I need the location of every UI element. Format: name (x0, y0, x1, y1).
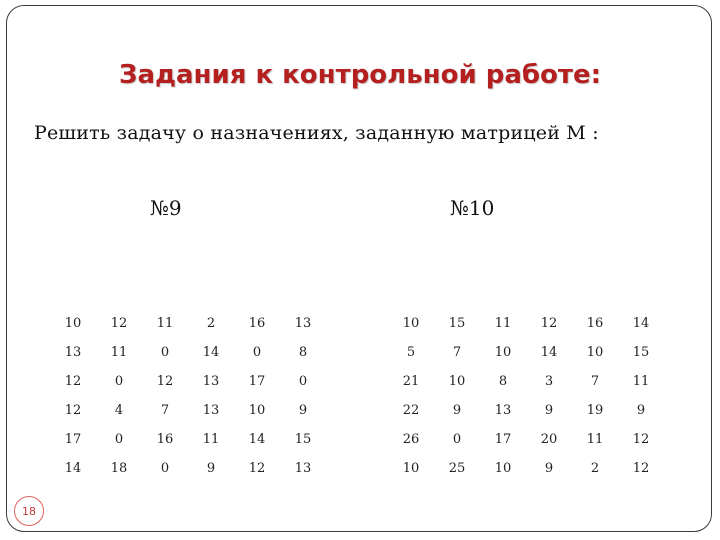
matrix-cell: 12 (156, 374, 174, 389)
matrix-cell: 0 (114, 374, 124, 389)
matrix-cell: 2 (206, 316, 216, 331)
matrix-cell: 10 (402, 461, 420, 476)
matrix-cell: 17 (494, 432, 512, 447)
matrix-cell: 14 (64, 461, 82, 476)
matrix-cell: 7 (160, 403, 170, 418)
matrix-row (388, 367, 664, 396)
matrix-row (388, 425, 664, 454)
matrix-cell: 25 (448, 461, 466, 476)
matrix-row (50, 309, 326, 338)
matrix-cell: 17 (248, 374, 266, 389)
matrix-cell: 16 (248, 316, 266, 331)
matrix-cell: 14 (632, 316, 650, 331)
matrix-cell: 13 (494, 403, 512, 418)
matrix-cell: 10 (494, 345, 512, 360)
matrix-cell: 0 (298, 374, 308, 389)
matrix-cell: 12 (64, 374, 82, 389)
matrix-cell: 3 (544, 374, 554, 389)
task-10-heading: №10 (450, 196, 495, 220)
matrix-cell: 2 (590, 461, 600, 476)
matrix-cell: 9 (544, 461, 554, 476)
matrix-cell: 7 (452, 345, 462, 360)
matrix-cell: 13 (294, 316, 312, 331)
matrix-cell: 22 (402, 403, 420, 418)
matrix-row (388, 454, 664, 483)
matrix-cell: 11 (586, 432, 604, 447)
matrix-cell: 19 (586, 403, 604, 418)
task-description: Решить задачу о назначениях, заданную матрицей M : (34, 122, 599, 144)
matrix-cell: 5 (406, 345, 416, 360)
matrix-row (50, 425, 326, 454)
matrix-cell: 13 (202, 374, 220, 389)
matrix-cell: 0 (452, 432, 462, 447)
matrix-cell: 0 (114, 432, 124, 447)
matrix-cell: 9 (452, 403, 462, 418)
matrix-cell: 10 (586, 345, 604, 360)
matrix-cell: 9 (206, 461, 216, 476)
matrix-task-10 (388, 309, 664, 483)
matrix-cell: 16 (156, 432, 174, 447)
matrix-cell: 21 (402, 374, 420, 389)
matrix-cell: 11 (110, 345, 128, 360)
matrix-cell: 9 (544, 403, 554, 418)
matrix-cell: 0 (252, 345, 262, 360)
matrix-cell: 10 (494, 461, 512, 476)
matrix-cell: 11 (202, 432, 220, 447)
matrix-cell: 4 (114, 403, 124, 418)
matrix-cell: 11 (632, 374, 650, 389)
page-number: 18 (22, 504, 36, 518)
page-number-badge (14, 496, 44, 526)
matrix-row (388, 396, 664, 425)
matrix-cell: 8 (298, 345, 308, 360)
matrix-cell: 14 (540, 345, 558, 360)
matrix-cell: 15 (448, 316, 466, 331)
matrix-cell: 12 (540, 316, 558, 331)
matrix-cell: 15 (632, 345, 650, 360)
matrix-cell: 14 (248, 432, 266, 447)
matrix-cell: 8 (498, 374, 508, 389)
matrix-cell: 13 (294, 461, 312, 476)
matrix-cell: 20 (540, 432, 558, 447)
matrix-cell: 0 (160, 345, 170, 360)
matrix-cell: 10 (248, 403, 266, 418)
matrix-cell: 12 (632, 461, 650, 476)
matrix-row (388, 338, 664, 367)
matrix-cell: 17 (64, 432, 82, 447)
matrix-task-9 (50, 309, 326, 483)
matrix-cell: 12 (248, 461, 266, 476)
matrix-cell: 10 (448, 374, 466, 389)
matrix-cell: 10 (402, 316, 420, 331)
matrix-row (50, 454, 326, 483)
matrix-cell: 14 (202, 345, 220, 360)
matrix-cell: 11 (494, 316, 512, 331)
matrix-cell: 11 (156, 316, 174, 331)
matrix-cell: 12 (64, 403, 82, 418)
matrix-cell: 9 (636, 403, 646, 418)
matrix-row (50, 367, 326, 396)
matrix-cell: 0 (160, 461, 170, 476)
matrix-cell: 13 (202, 403, 220, 418)
slide-title: Задания к контрольной работе: (118, 60, 602, 90)
matrix-cell: 13 (64, 345, 82, 360)
matrix-cell: 9 (298, 403, 308, 418)
matrix-cell: 15 (294, 432, 312, 447)
task-9-heading: №9 (150, 196, 182, 220)
matrix-row (50, 338, 326, 367)
matrix-cell: 7 (590, 374, 600, 389)
matrix-row (388, 309, 664, 338)
matrix-cell: 10 (64, 316, 82, 331)
matrix-cell: 16 (586, 316, 604, 331)
matrix-cell: 18 (110, 461, 128, 476)
matrix-cell: 12 (110, 316, 128, 331)
matrix-cell: 26 (402, 432, 420, 447)
matrix-row (50, 396, 326, 425)
matrix-cell: 12 (632, 432, 650, 447)
